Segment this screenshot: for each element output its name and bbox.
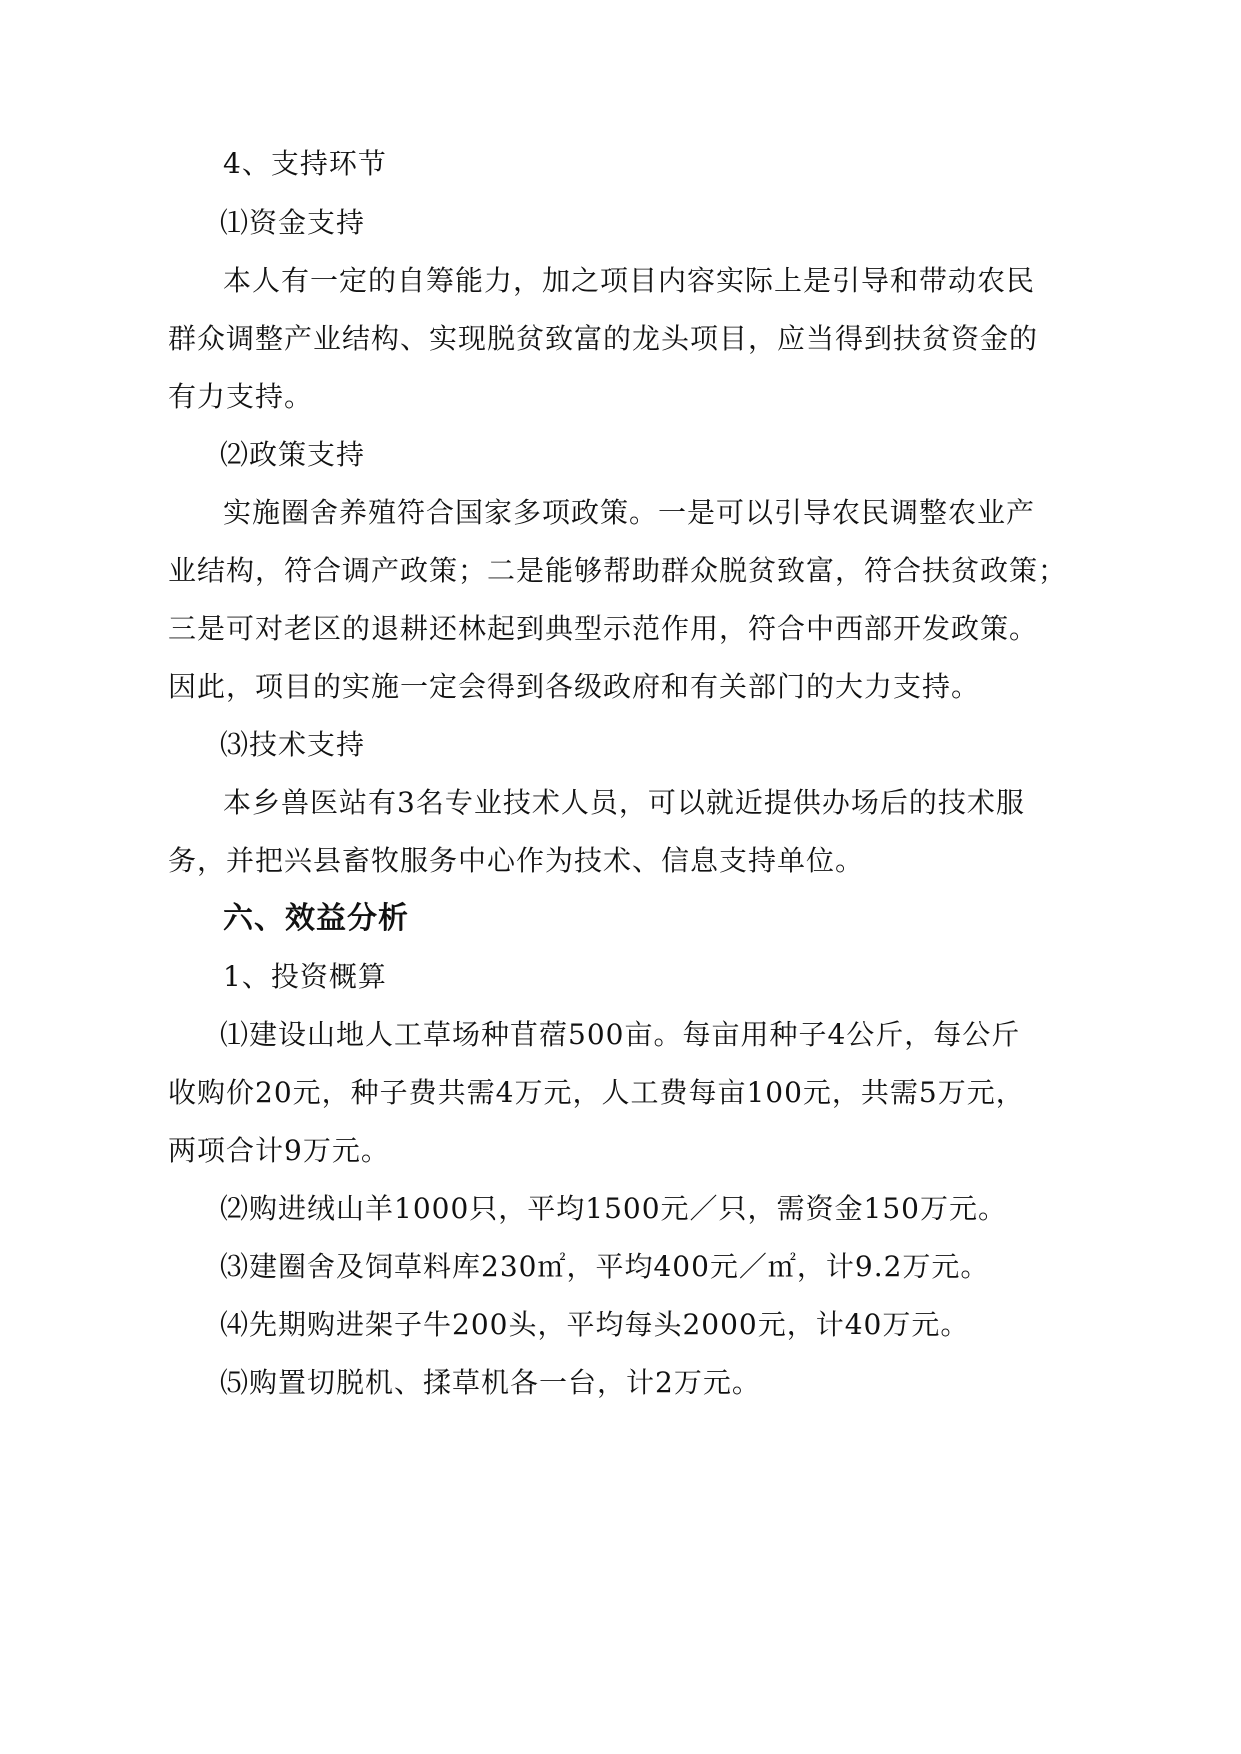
investment-item-4: ⑷先期购进架子牛200头，平均每头2000元，计40万元。 — [220, 1308, 970, 1341]
investment-item-1-line-1: ⑴建设山地人工草场种苜蓿500亩。每亩用种子4公斤，每公斤 — [220, 1018, 1021, 1051]
investment-item-2: ⑵购进绒山羊1000只，平均1500元／只，需资金150万元。 — [220, 1192, 1007, 1225]
policy-paragraph-line-4: 因此，项目的实施一定会得到各级政府和有关部门的大力支持。 — [168, 670, 981, 703]
investment-item-1-line-3: 两项合计9万元。 — [168, 1134, 390, 1167]
funding-paragraph-line-3: 有力支持。 — [168, 380, 314, 413]
investment-item-3: ⑶建圈舍及饲草料库230㎡，平均400元／㎡，计9.2万元。 — [220, 1250, 990, 1283]
technical-paragraph-line-1: 本乡兽医站有3名专业技术人员，可以就近提供办场后的技术服 — [223, 786, 1025, 819]
funding-paragraph-line-2: 群众调整产业结构、实现脱贫致富的龙头项目，应当得到扶贫资金的 — [168, 322, 1039, 355]
policy-paragraph-line-1: 实施圈舍养殖符合国家多项政策。一是可以引导农民调整农业产 — [223, 496, 1036, 529]
technical-support-title: ⑶技术支持 — [220, 728, 366, 761]
policy-paragraph-line-3: 三是可对老区的退耕还林起到典型示范作用，符合中西部开发政策。 — [168, 612, 1039, 645]
funding-paragraph-line-1: 本人有一定的自筹能力，加之项目内容实际上是引导和带动农民 — [223, 264, 1036, 297]
section-heading-support: 4、支持环节 — [223, 147, 387, 180]
section-heading-benefit-analysis: 六、效益分析 — [223, 901, 409, 936]
investment-item-5: ⑸购置切脱机、揉草机各一台，计2万元。 — [220, 1366, 761, 1399]
technical-paragraph-line-2: 务，并把兴县畜牧服务中心作为技术、信息支持单位。 — [168, 844, 865, 877]
policy-paragraph-line-2: 业结构，符合调产政策；二是能够帮助群众脱贫致富，符合扶贫政策； — [168, 554, 1068, 587]
funding-support-title: ⑴资金支持 — [220, 206, 366, 239]
investment-item-1-line-2: 收购价20元，种子费共需4万元，人工费每亩100元，共需5万元， — [168, 1076, 1025, 1109]
policy-support-title: ⑵政策支持 — [220, 438, 366, 471]
investment-estimate-heading: 1、投资概算 — [223, 960, 387, 993]
